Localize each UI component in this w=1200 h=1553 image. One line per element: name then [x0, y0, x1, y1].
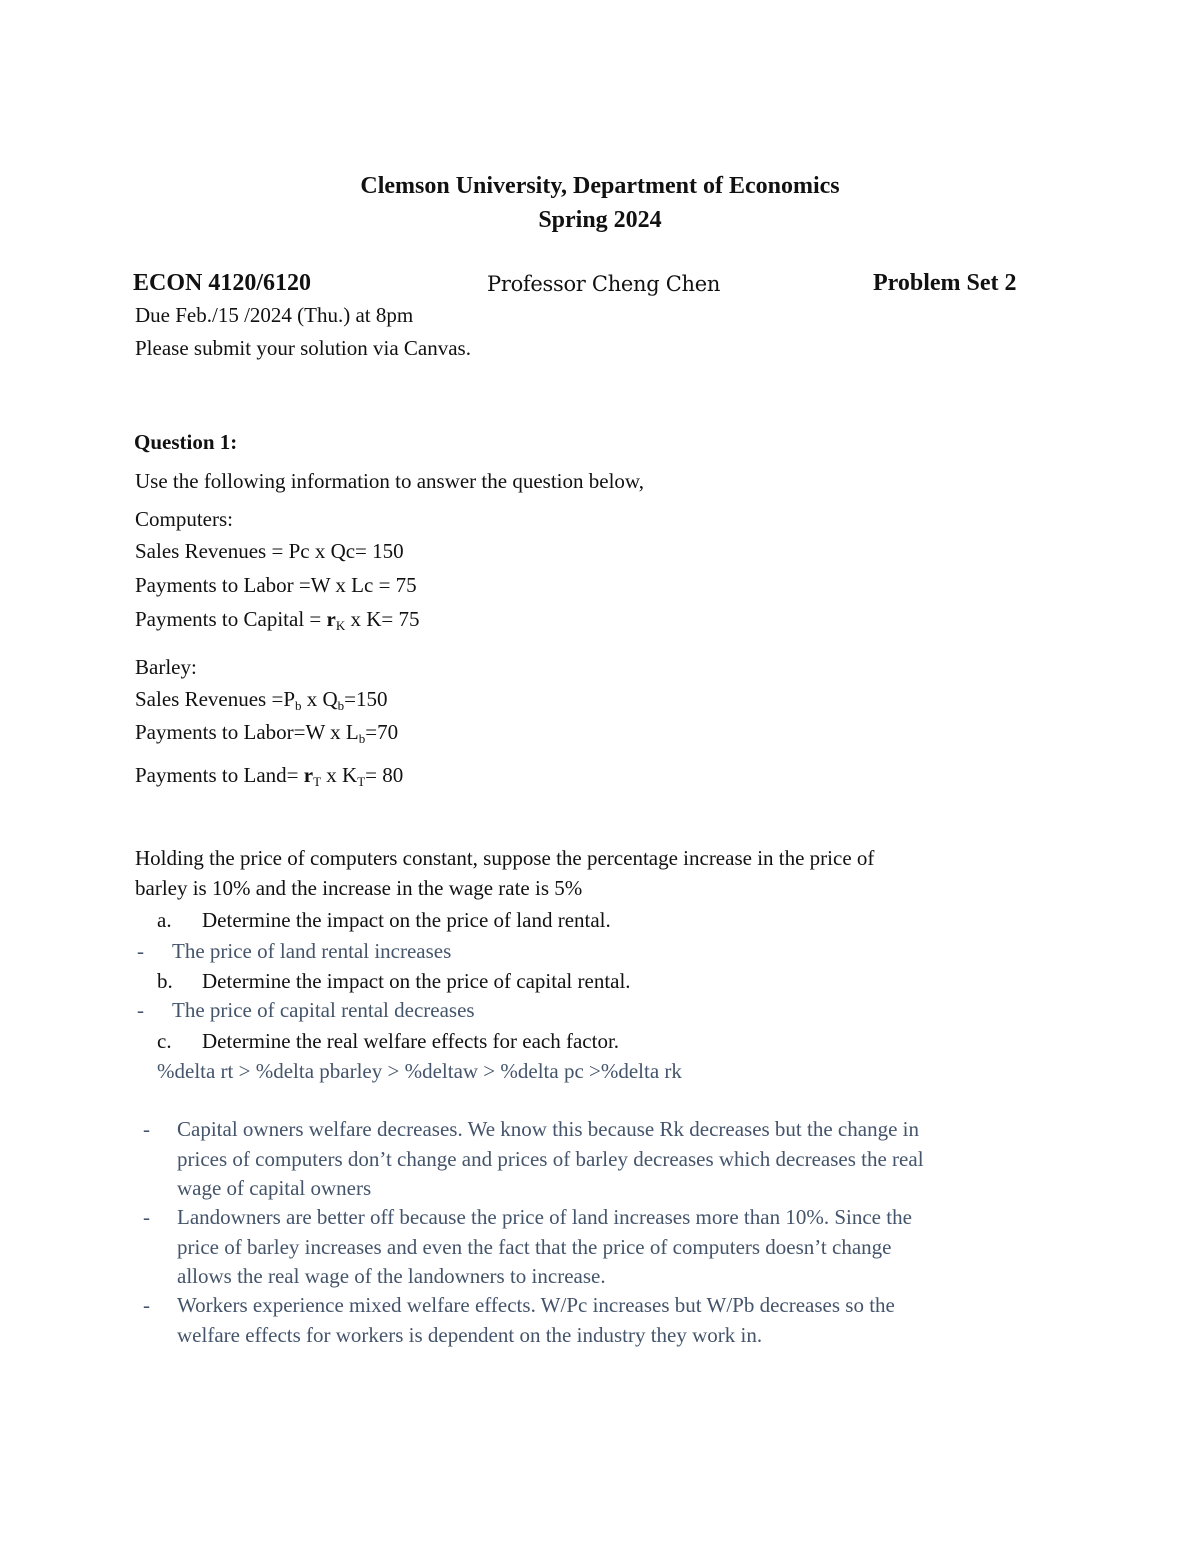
subscript: b	[337, 698, 345, 713]
subscript: T	[357, 774, 366, 789]
part-b-letter: b.	[157, 969, 173, 993]
professor-name: Professor Cheng Chen	[487, 272, 721, 296]
bullet-line: allows the real wage of the landowners to increase.	[177, 1264, 606, 1288]
computers-heading: Computers:	[135, 507, 233, 531]
text-segment: =70	[365, 720, 399, 744]
bullet-line: welfare effects for workers is dependent on the industry they work in.	[177, 1322, 763, 1347]
text-segment: Payments to Labor=W x L	[135, 720, 359, 744]
bullet-dash: -	[143, 1117, 150, 1141]
part-c-answer: %delta rt > %delta pbarley > %deltaw > %delta pc >%delta rk	[157, 1059, 682, 1083]
question-title: Question 1:	[134, 430, 238, 454]
welfare-bullet-capital	[177, 1115, 924, 1204]
text-segment: =150	[344, 687, 388, 711]
university-title: Clemson University, Department of Economics	[360, 173, 840, 199]
barley-payments-labor	[135, 720, 398, 745]
rental-rate-symbol: r	[326, 607, 336, 631]
text-segment: Payments to Capital =	[135, 607, 327, 631]
part-a-question: Determine the impact on the price of land rental.	[202, 908, 611, 932]
text-segment: x Q	[301, 687, 338, 711]
part-a-letter: a.	[157, 908, 172, 932]
rental-rate-symbol: r	[303, 763, 314, 787]
part-c-letter: c.	[157, 1029, 172, 1053]
subscript: b	[295, 698, 302, 713]
barley-heading: Barley:	[135, 655, 197, 679]
part-a-answer: The price of land rental increases	[172, 939, 452, 963]
prompt-line-1: Holding the price of computers constant, suppose the percentage increase in the price of	[135, 846, 875, 870]
bullet-dash: -	[143, 1205, 150, 1229]
subscript: T	[313, 774, 322, 789]
part-a-dash: -	[137, 939, 144, 963]
text-segment: x K	[321, 763, 358, 787]
text-segment: Sales Revenues =P	[135, 687, 295, 711]
bullet-dash: -	[143, 1293, 150, 1317]
question-intro: Use the following information to answer the question below,	[135, 469, 644, 493]
bullet-line: Landowners are better off because the price of land increases more than 10%. Since the	[177, 1205, 912, 1229]
bullet-line: prices of computers don’t change and prices of barley decreases which decreases the real	[177, 1146, 924, 1171]
part-b-dash: -	[137, 998, 144, 1022]
prompt-line-2: barley is 10% and the increase in the wage rate is 5%	[135, 876, 583, 900]
computers-sales-revenue: Sales Revenues = Pc x Qc= 150	[135, 539, 404, 563]
problem-set-label: Problem Set 2	[873, 270, 1017, 296]
part-b-question: Determine the impact on the price of capital rental.	[202, 969, 631, 993]
welfare-bullet-workers	[177, 1291, 895, 1350]
welfare-bullet-land	[177, 1203, 912, 1292]
term-title: Spring 2024	[538, 207, 662, 233]
subscript: K	[335, 618, 346, 633]
submit-instructions: Please submit your solution via Canvas.	[135, 336, 471, 360]
bullet-line: Capital owners welfare decreases. We know this because Rk decreases but the change in	[177, 1117, 919, 1141]
subscript: b	[358, 731, 366, 746]
barley-sales-revenue	[135, 687, 388, 712]
computers-payments-labor: Payments to Labor =W x Lc = 75	[135, 573, 417, 597]
text-segment: = 80	[365, 763, 404, 787]
part-c-question: Determine the real welfare effects for each factor.	[202, 1029, 620, 1053]
due-date: Due Feb./15 /2024 (Thu.) at 8pm	[135, 303, 414, 327]
bullet-line: Workers experience mixed welfare effects. W/Pc increases but W/Pb decreases so the	[177, 1293, 895, 1317]
computers-payments-capital	[135, 607, 419, 632]
course-code: ECON 4120/6120	[133, 270, 312, 296]
bullet-line: price of barley increases and even the fact that the price of computers doesn’t change	[177, 1234, 892, 1259]
text-segment: x K= 75	[345, 607, 420, 631]
bullet-line: wage of capital owners	[177, 1176, 372, 1200]
part-b-answer: The price of capital rental decreases	[172, 998, 475, 1022]
text-segment: Payments to Land=	[135, 763, 304, 787]
barley-payments-land	[135, 763, 403, 788]
